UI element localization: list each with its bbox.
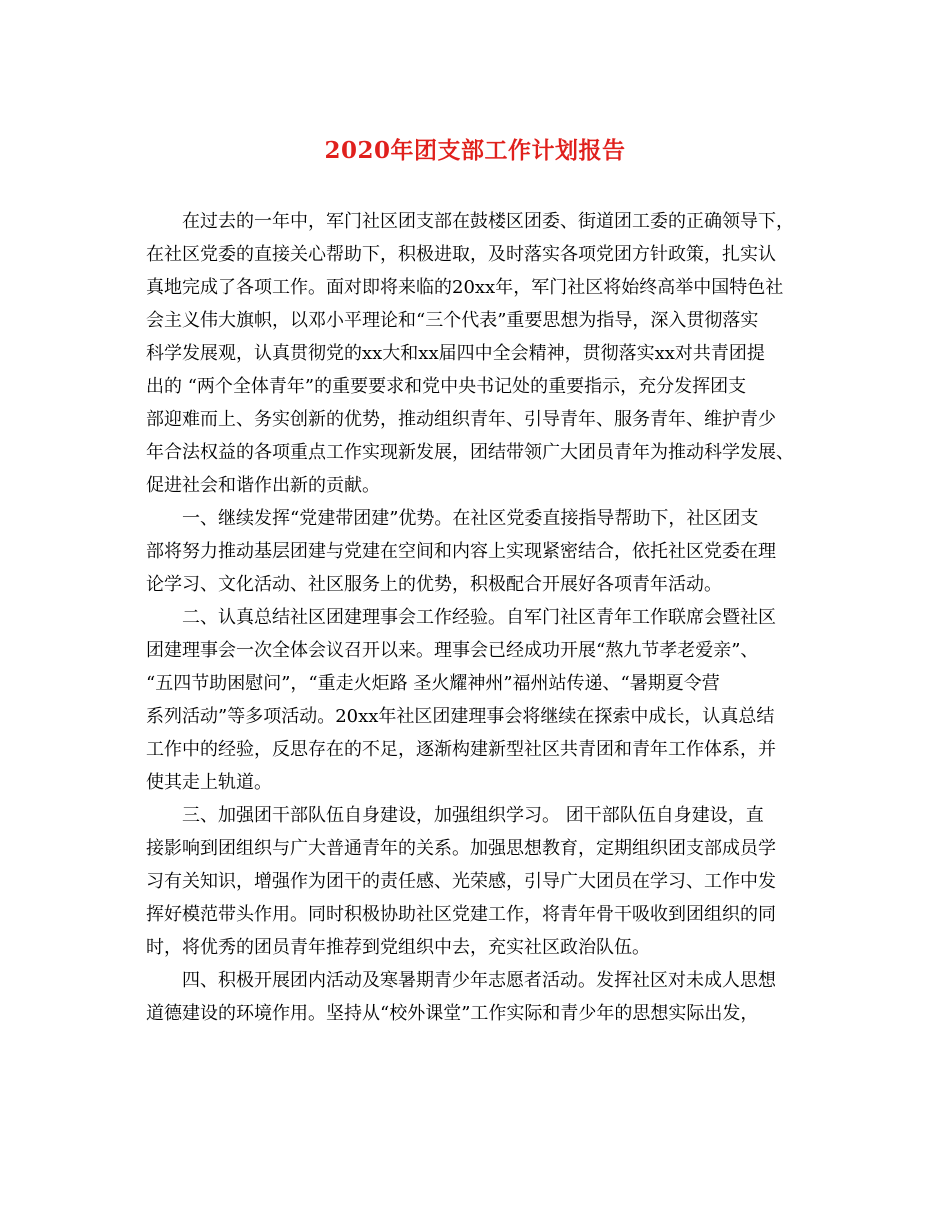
text-line: 部迎难而上、务实创新的优势，推动组织青年、引导青年、服务青年、维护青少 (146, 409, 776, 430)
paragraph-2 (146, 502, 816, 601)
text-line: 工作中的经验，反思存在的不足，逐渐构建新型社区共青团和青年工作体系，并 (146, 739, 776, 760)
document-title: 2020年团支部工作计划报告 (324, 137, 626, 164)
text-line: 三、加强团干部队伍自身建设，加强组织学习。 团干部队伍自身建设，直 (182, 805, 764, 826)
text-line: 使其走上轨道。 (146, 772, 272, 793)
text-line: 促进社会和谐作出新的贡献。 (146, 475, 380, 496)
text-line: 部将努力推动基层团建与党建在空间和内容上实现紧密结合，依托社区党委在理 (146, 541, 776, 562)
text-line: 习有关知识，增强作为团干的责任感、光荣感，引导广大团员在学习、工作中发 (146, 871, 776, 892)
text-line: 挥好模范带头作用。同时积极协助社区党建工作，将青年骨干吸收到团组织的同 (146, 904, 776, 925)
text-line: 真地完成了各项工作。面对即将来临的20xx年，军门社区将始终高举中国特色社 (146, 277, 784, 298)
text-line: 系列活动”等多项活动。20xx年社区团建理事会将继续在探索中成长，认真总结 (146, 706, 775, 727)
text-line: “五四节助困慰问”，“重走火炬路 圣火耀神州”福州站传递、“暑期夏令营 (146, 673, 720, 694)
document-body (146, 205, 816, 1030)
paragraph-1 (146, 205, 816, 502)
text-line: 出的 “两个全体青年”的重要要求和党中央书记处的重要指示，充分发挥团支 (146, 376, 747, 397)
text-line: 时，将优秀的团员青年推荐到党组织中去，充实社区政治队伍。 (146, 937, 650, 958)
paragraph-5 (146, 964, 816, 1030)
text-line: 论学习、文化活动、社区服务上的优势，积极配合开展好各项青年活动。 (146, 574, 722, 595)
paragraph-3 (146, 601, 816, 799)
text-line: 会主义伟大旗帜，以邓小平理论和“三个代表”重要思想为指导，深入贯彻落实 (146, 310, 759, 331)
text-line: 在社区党委的直接关心帮助下，积极进取，及时落实各项党团方针政策，扎实认 (146, 244, 776, 265)
text-line: 团建理事会一次全体会议召开以来。理事会已经成功开展“熬九节孝老爱亲”、 (146, 640, 759, 661)
text-line: 科学发展观，认真贯彻党的xx大和xx届四中全会精神，贯彻落实xx对共青团提 (146, 343, 765, 364)
text-line: 四、积极开展团内活动及寒暑期青少年志愿者活动。发挥社区对未成人思想 (182, 970, 776, 991)
text-line: 二、认真总结社区团建理事会工作经验。自军门社区青年工作联席会暨社区 (182, 607, 776, 628)
text-line: 年合法权益的各项重点工作实现新发展，团结带领广大团员青年为推动科学发展、 (146, 442, 794, 463)
text-line: 道德建设的环境作用。坚持从“校外课堂”工作实际和青少年的思想实际出发， (146, 1003, 759, 1024)
text-line: 一、继续发挥“党建带团建”优势。在社区党委直接指导帮助下，社区团支 (182, 508, 759, 529)
paragraph-4 (146, 799, 816, 964)
text-line: 接影响到团组织与广大普通青年的关系。加强思想教育，定期组织团支部成员学 (146, 838, 776, 859)
text-line: 在过去的一年中，军门社区团支部在鼓楼区团委、街道团工委的正确领导下， (182, 211, 794, 232)
